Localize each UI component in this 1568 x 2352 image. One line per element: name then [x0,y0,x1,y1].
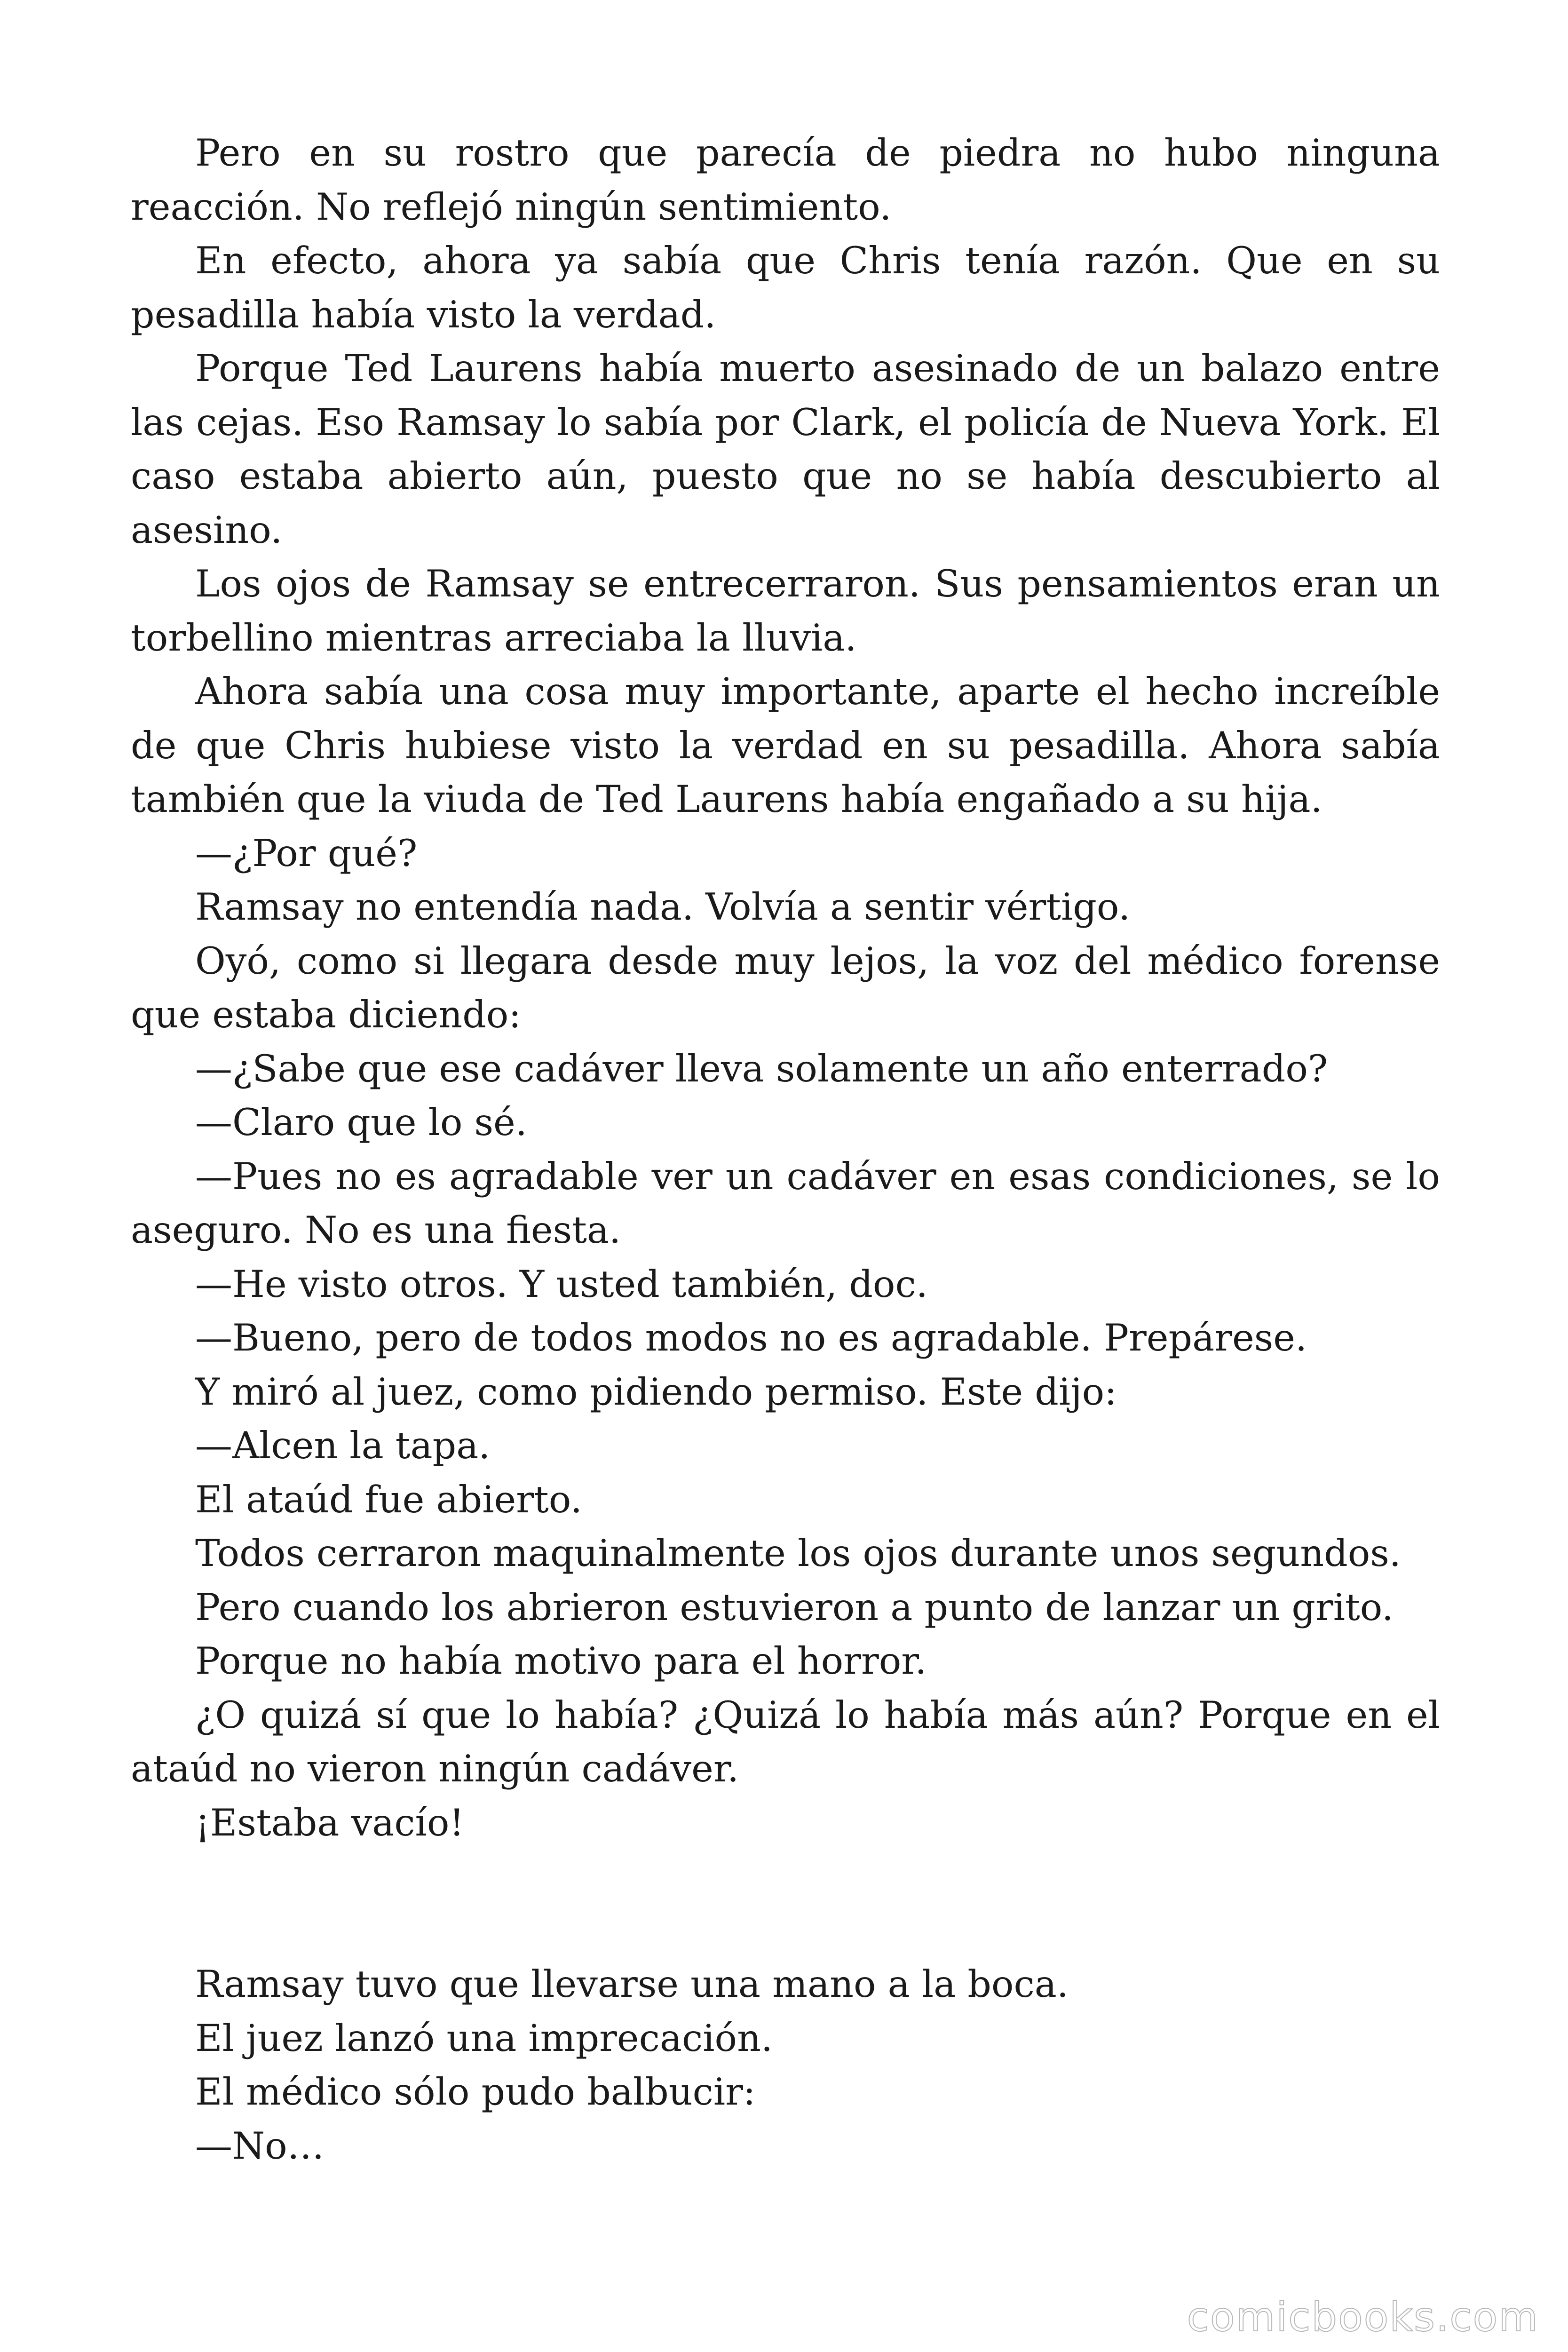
paragraph: El juez lanzó una imprecación. [195,2016,773,2060]
paragraph: —¿Por qué? [195,831,418,875]
paragraph: —He visto otros. Y usted también, doc. [195,1262,928,1306]
paragraph: ¡Estaba vacío! [195,1801,465,1844]
paragraph: Pero cuando los abrieron estuvieron a punto de lanzar un grito. [195,1585,1394,1629]
section-break [131,1850,1440,1957]
paragraph: —Claro que lo sé. [195,1101,527,1144]
paragraph: —No… [195,2124,325,2168]
paragraph: En efecto, ahora ya sabía que Chris tenía razón. Que en su pesadilla había visto la verdad. [131,239,1440,336]
paragraph: Los ojos de Ramsay se entrecerraron. Sus pensamientos eran un torbellino mientras arreciaba la lluvia. [131,562,1440,660]
paragraph: Pero en su rostro que parecía de piedra no hubo ninguna reacción. No reflejó ningún sentimiento. [131,131,1440,229]
book-page [131,126,1440,2173]
paragraph: Ramsay tuvo que llevarse una mano a la boca. [195,1963,1069,2006]
paragraph: El ataúd fue abierto. [195,1478,583,1521]
paragraph: —Alcen la tapa. [195,1424,491,1467]
watermark: comicbooks.com [1187,2294,1539,2341]
paragraph: Oyó, como si llegara desde muy lejos, la voz del médico forense que estaba diciendo: [131,939,1440,1036]
paragraph: Todos cerraron maquinalmente los ojos durante unos segundos. [195,1532,1401,1575]
paragraph: El médico sólo pudo balbucir: [195,2070,756,2114]
paragraph: —¿Sabe que ese cadáver lleva solamente un año enterrado? [195,1047,1328,1090]
paragraph: Porque Ted Laurens había muerto asesinado de un balazo entre las cejas. Eso Ramsay lo sabía por Clark, el policía de Nueva York. El caso estaba abierto aún, puesto que no se había descubierto al asesino. [131,347,1440,552]
text-section-1 [131,126,1440,1850]
paragraph: Ahora sabía una cosa muy importante, aparte el hecho increíble de que Chris hubiese visto la verdad en su pesadilla. Ahora sabía también que la viuda de Ted Laurens había engañado a su hija. [131,670,1440,821]
paragraph: Porque no había motivo para el horror. [195,1639,927,1683]
paragraph: —Pues no es agradable ver un cadáver en esas condiciones, se lo aseguro. No es una fiesta. [131,1154,1440,1252]
text-section-2 [131,1957,1440,2173]
paragraph: Y miró al juez, como pidiendo permiso. Este dijo: [195,1370,1117,1414]
paragraph: Ramsay no entendía nada. Volvía a sentir vértigo. [195,885,1131,929]
paragraph: ¿O quizá sí que lo había? ¿Quizá lo había más aún? Porque en el ataúd no vieron ningún cadáver. [131,1693,1440,1790]
paragraph: —Bueno, pero de todos modos no es agradable. Prepárese. [195,1316,1307,1359]
